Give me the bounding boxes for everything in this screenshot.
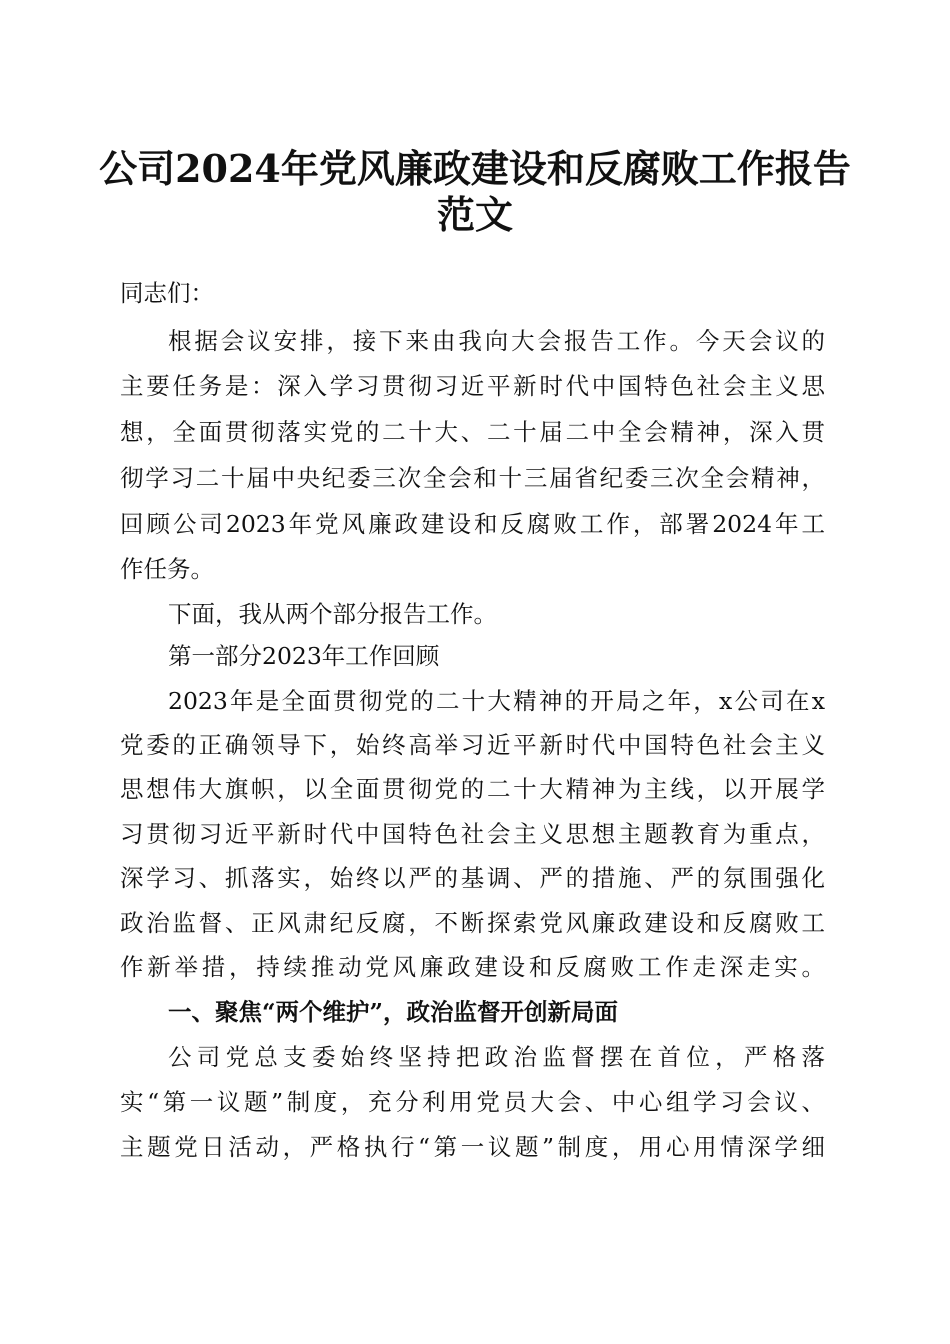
paragraph-line: 彻学习二十届中央纪委三次全会和十三届省纪委三次全会精神， — [120, 464, 825, 492]
paragraph-line: 下面，我从两个部分报告工作。 — [168, 600, 497, 628]
paragraph-line: 作任务。 — [120, 555, 214, 583]
paragraph-line: 实“第一议题”制度，充分利用党员大会、中心组学习会议、 — [120, 1088, 825, 1116]
section-heading: 一、聚焦“两个维护”，政治监督开创新局面 — [168, 998, 619, 1026]
paragraph-line: 思想伟大旗帜，以全面贯彻党的二十大精神为主线，以开展学 — [120, 775, 825, 803]
paragraph-line: 根据会议安排，接下来由我向大会报告工作。今天会议的 — [168, 327, 825, 355]
paragraph-line: 深学习、抓落实，始终以严的基调、严的措施、严的氛围强化 — [120, 864, 825, 892]
paragraph-line: 回顾公司2023年党风廉政建设和反腐败工作，部署2024年工 — [120, 510, 825, 538]
paragraph-line: 党委的正确领导下，始终高举习近平新时代中国特色社会主义 — [120, 731, 825, 759]
paragraph-line: 主要任务是：深入学习贯彻习近平新时代中国特色社会主义思 — [120, 372, 825, 400]
paragraph-line: 2023年是全面贯彻党的二十大精神的开局之年，x公司在x — [168, 687, 825, 715]
paragraph-line: 作新举措，持续推动党风廉政建设和反腐败工作走深走实。 — [120, 953, 825, 981]
paragraph-line: 主题党日活动，严格执行“第一议题”制度，用心用情深学细 — [120, 1133, 825, 1161]
paragraph-line: 公司党总支委始终坚持把政治监督摆在首位，严格落 — [168, 1043, 825, 1071]
document-title-line-1: 公司2024年党风廉政建设和反腐败工作报告 — [99, 146, 851, 191]
paragraph-line: 第一部分2023年工作回顾 — [168, 642, 440, 670]
paragraph-line: 习贯彻习近平新时代中国特色社会主义思想主题教育为重点， — [120, 820, 825, 848]
document-title-line-2: 范文 — [436, 192, 513, 237]
paragraph-line: 政治监督、正风肃纪反腐，不断探索党风廉政建设和反腐败工 — [120, 909, 825, 937]
paragraph-line: 想，全面贯彻落实党的二十大、二十届二中全会精神，深入贯 — [120, 418, 825, 446]
paragraph-line: 同志们： — [120, 279, 214, 307]
